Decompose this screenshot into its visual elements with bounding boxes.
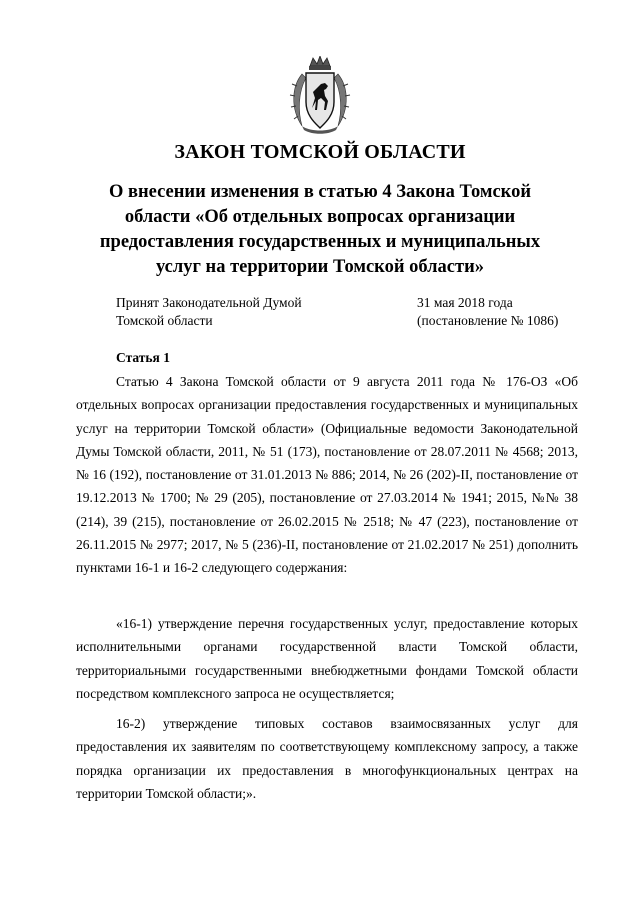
adoption-body [116, 294, 356, 330]
article-paragraph: «16-1) утверждение перечня государственных услуг, предоставление которых исполнительными органами государственной власти Томской области, территориальными государственными внебюджетными фондами Томской области посредством комплексного запроса не осуществляется; [76, 616, 578, 701]
article-heading: Статья 1 [116, 350, 170, 365]
adoption-body-line: Томской области [116, 313, 213, 328]
coat-of-arms-icon [288, 56, 352, 136]
article-paragraph: Статью 4 Закона Томской области от 9 августа 2011 года № 176-ОЗ «Об отдельных вопросах организации предоставления государственных и муниципальных услуг на территории Томской области» (Официальные ведомости Законодательной Думы Томской области, 2011, № 51 (173), постановление от 28.07.2011 № 4568; 2013, № 16 (192), постановление от 31.01.2013 № 886; 2014, № 26 (202)-II, постановление от 19.12.2013 № 1700; № 29 (205), постановление от 27.03.2014 № 1941; 2015, №№ 38 (214), 39 (215), постановление от 26.02.2015 № 2518; № 47 (223), постановление от 26.11.2015 № 2977; 2017, № 5 (236)-II, постановление от 21.02.2017 № 251) дополнить пунктами 16-1 и 16-2 следующего содержания: [76, 374, 578, 576]
article-paragraph: 16-2) утверждение типовых составов взаимосвязанных услуг для предоставления их заявителям по соответствующему комплексному запросу, а также порядка организации их предоставления в многофункциональных центрах на территории Томской области;». [76, 716, 578, 801]
document-heading: О внесении изменения в статью 4 Закона Томской области «Об отдельных вопросах организации предоставления государственных и муниципальных услуг на территории Томской области» [99, 182, 541, 277]
adoption-date-block [417, 294, 587, 330]
adoption-body-line: Принят Законодательной Думой [116, 295, 302, 310]
resolution-number: (постановление № 1086) [417, 313, 559, 328]
law-title: ЗАКОН ТОМСКОЙ ОБЛАСТИ [174, 141, 466, 163]
adoption-date: 31 мая 2018 года [417, 295, 513, 310]
